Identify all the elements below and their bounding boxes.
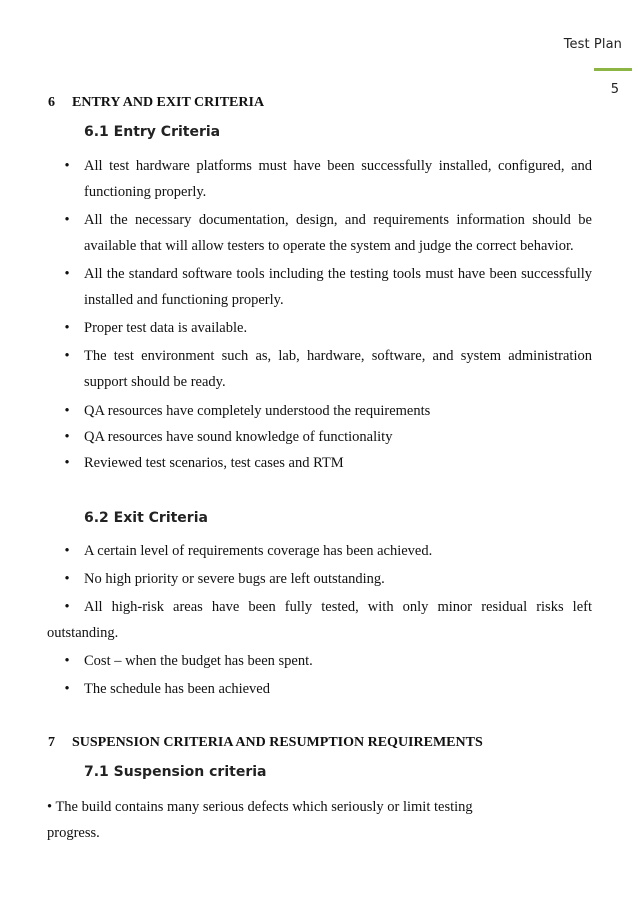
entry-item: [62, 398, 592, 424]
subsection-7-1-heading: 7.1 Suspension criteria: [84, 764, 267, 780]
bullet-icon: •: [64, 429, 70, 445]
entry-item-text: Proper test data is available.: [84, 320, 248, 336]
bullet-icon: •: [64, 403, 70, 419]
bullet-icon: •: [64, 348, 70, 364]
entry-item-text: QA resources have sound knowledge of functionality: [84, 429, 393, 445]
exit-item: [62, 538, 592, 564]
entry-item-text: Reviewed test scenarios, test cases and RTM: [84, 455, 344, 471]
bullet-icon: •: [64, 681, 70, 697]
exit-item: [62, 648, 592, 674]
exit-item: [62, 676, 592, 702]
header-accent-rule: [594, 68, 632, 71]
entry-item: [62, 207, 592, 259]
entry-item-text: All the necessary documentation, design, and requirements information should be available that will allow testers to operate the system and judge the correct behavior.: [84, 212, 592, 254]
section-7-title: SUSPENSION CRITERIA AND RESUMPTION REQUIREMENTS: [72, 735, 483, 750]
entry-item: [62, 424, 592, 450]
bullet-icon: •: [64, 320, 70, 336]
entry-item: [62, 343, 592, 395]
exit-item-text: Cost – when the budget has been spent.: [84, 653, 313, 669]
exit-item: [47, 594, 592, 646]
subsection-6-2-heading: 6.2 Exit Criteria: [84, 510, 208, 526]
entry-item: [62, 450, 592, 476]
exit-item: [62, 566, 592, 592]
exit-item-text: A certain level of requirements coverage has been achieved.: [84, 543, 433, 559]
section-7-number: 7: [48, 735, 55, 750]
entry-item-text: All test hardware platforms must have been successfully installed, configured, and functioning properly.: [84, 158, 592, 200]
bullet-icon: •: [64, 212, 70, 228]
section-6-number: 6: [48, 95, 55, 110]
bullet-icon: •: [64, 158, 70, 174]
exit-item-text: The schedule has been achieved: [84, 681, 270, 697]
running-header-title: Test Plan: [563, 37, 622, 52]
exit-item-text: All high-risk areas have been fully tested, with only minor residual risks left outstanding.: [47, 599, 592, 641]
bullet-icon: •: [64, 653, 70, 669]
bullet-icon: •: [64, 543, 70, 559]
entry-item-text: All the standard software tools including the testing tools must have been successfully installed and functioning properly.: [84, 266, 592, 308]
entry-item-text: The test environment such as, lab, hardware, software, and system administration support should be ready.: [84, 348, 592, 390]
exit-item-text: No high priority or severe bugs are left outstanding.: [84, 571, 385, 587]
bullet-icon: •: [64, 455, 70, 471]
entry-item-text: QA resources have completely understood the requirements: [84, 403, 431, 419]
bullet-icon: •: [64, 571, 70, 587]
section-6-heading: [48, 95, 264, 111]
entry-item: [62, 261, 592, 313]
bullet-icon: •: [64, 266, 70, 282]
entry-item: [62, 153, 592, 205]
entry-item: [62, 315, 592, 341]
subsection-6-1-heading: 6.1 Entry Criteria: [84, 124, 221, 140]
bullet-icon: •: [64, 599, 70, 615]
page-number: 5: [610, 82, 619, 97]
suspension-paragraph: • The build contains many serious defects which seriously or limit testing progress.: [47, 799, 473, 841]
section-7-heading: [48, 735, 483, 751]
section-6-title: ENTRY AND EXIT CRITERIA: [72, 95, 265, 110]
